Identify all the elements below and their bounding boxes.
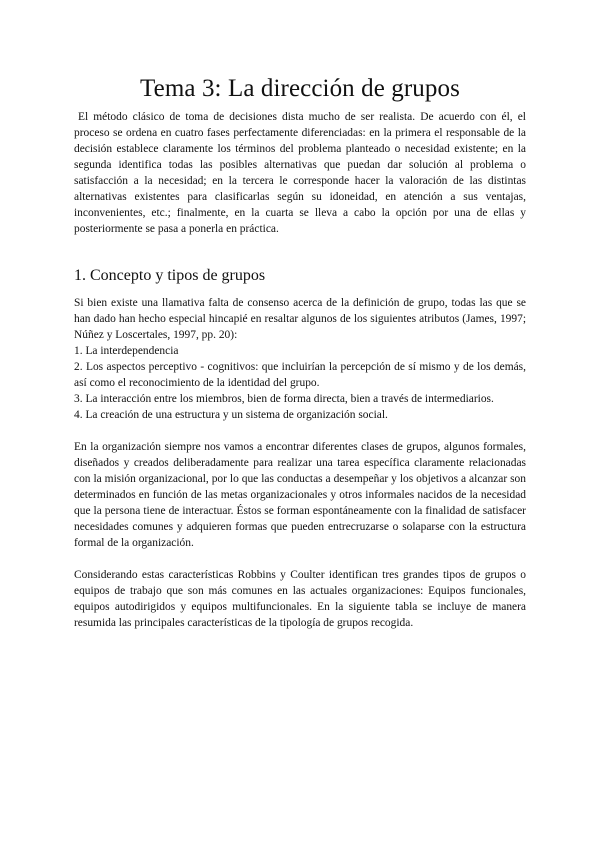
group-definition-paragraph: Si bien existe una llamativa falta de consenso acerca de la definición de grupo, todas las que se han dado han hecho especial hincapié en resaltar algunos de los siguientes atributos (James, 1997; Núñez y Loscertales, 1997, pp. 20): <box>74 297 526 341</box>
section-heading-concepto-tipos-grupos: 1. Concepto y tipos de grupos <box>74 267 266 284</box>
group-types-paragraph: En la organización siempre nos vamos a encontrar diferentes clases de grupos, algunos formales, diseñados y creados deliberadamente para realizar una tarea específica claramente relacionadas con la misión organizacional, por lo que las conductas a desempeñar y los objetivos a alcanzar son determinados en función de las metas organizacionales y otros informales nacidos de la necesidad que la persona tiene de interactuar. Éstos se forman espontáneamente con la finalidad de satisfacer necesidades comunes y adquieren formas que pueden entrecruzarse o solaparse con la estructura formal de la organización. <box>74 441 526 549</box>
list-item: 4. La creación de una estructura y un sistema de organización social. <box>74 409 388 421</box>
list-item: 1. La interdependencia <box>74 345 179 357</box>
list-item: 2. Los aspectos perceptivo - cognitivos: que incluirían la percepción de sí mismo y de los demás, así como el reconocimiento de la identidad del grupo. <box>74 361 526 389</box>
robbins-coulter-paragraph: Considerando estas características Robbins y Coulter identifican tres grandes tipos de grupos o equipos de trabajo que son más comunes en las actuales organizaciones: Equipos funcionales, equipos autodirigidos y equipos multifuncionales. En la siguiente tabla se incluye de manera resumida las principales características de la tipología de grupos recogida. <box>74 569 526 629</box>
intro-paragraph: El método clásico de toma de decisiones dista mucho de ser realista. De acuerdo con él, el proceso se ordena en cuatro fases perfectamente diferenciadas: en la primera el responsable de la decisión establece claramente los términos del problema planteado o necesidad existente; en la segunda identifica todas las posibles alternativas que puedan dar solución al problema o satisfacción a la necesidad; en la tercera le corresponde hacer la valoración de las distintas alternativas existentes para clasificarlas según su idoneidad, en atención a sus ventajas, inconvenientes, etc.; finalmente, en la cuarta se lleva a cabo la opción por una de ellas y posteriormente se pasa a ponerla en práctica. <box>74 111 526 235</box>
document-content <box>74 74 526 631</box>
group-attributes-list <box>74 343 526 423</box>
document-title: Tema 3: La dirección de grupos <box>140 75 460 102</box>
list-item: 3. La interacción entre los miembros, bien de forma directa, bien a través de intermediarios. <box>74 393 494 405</box>
